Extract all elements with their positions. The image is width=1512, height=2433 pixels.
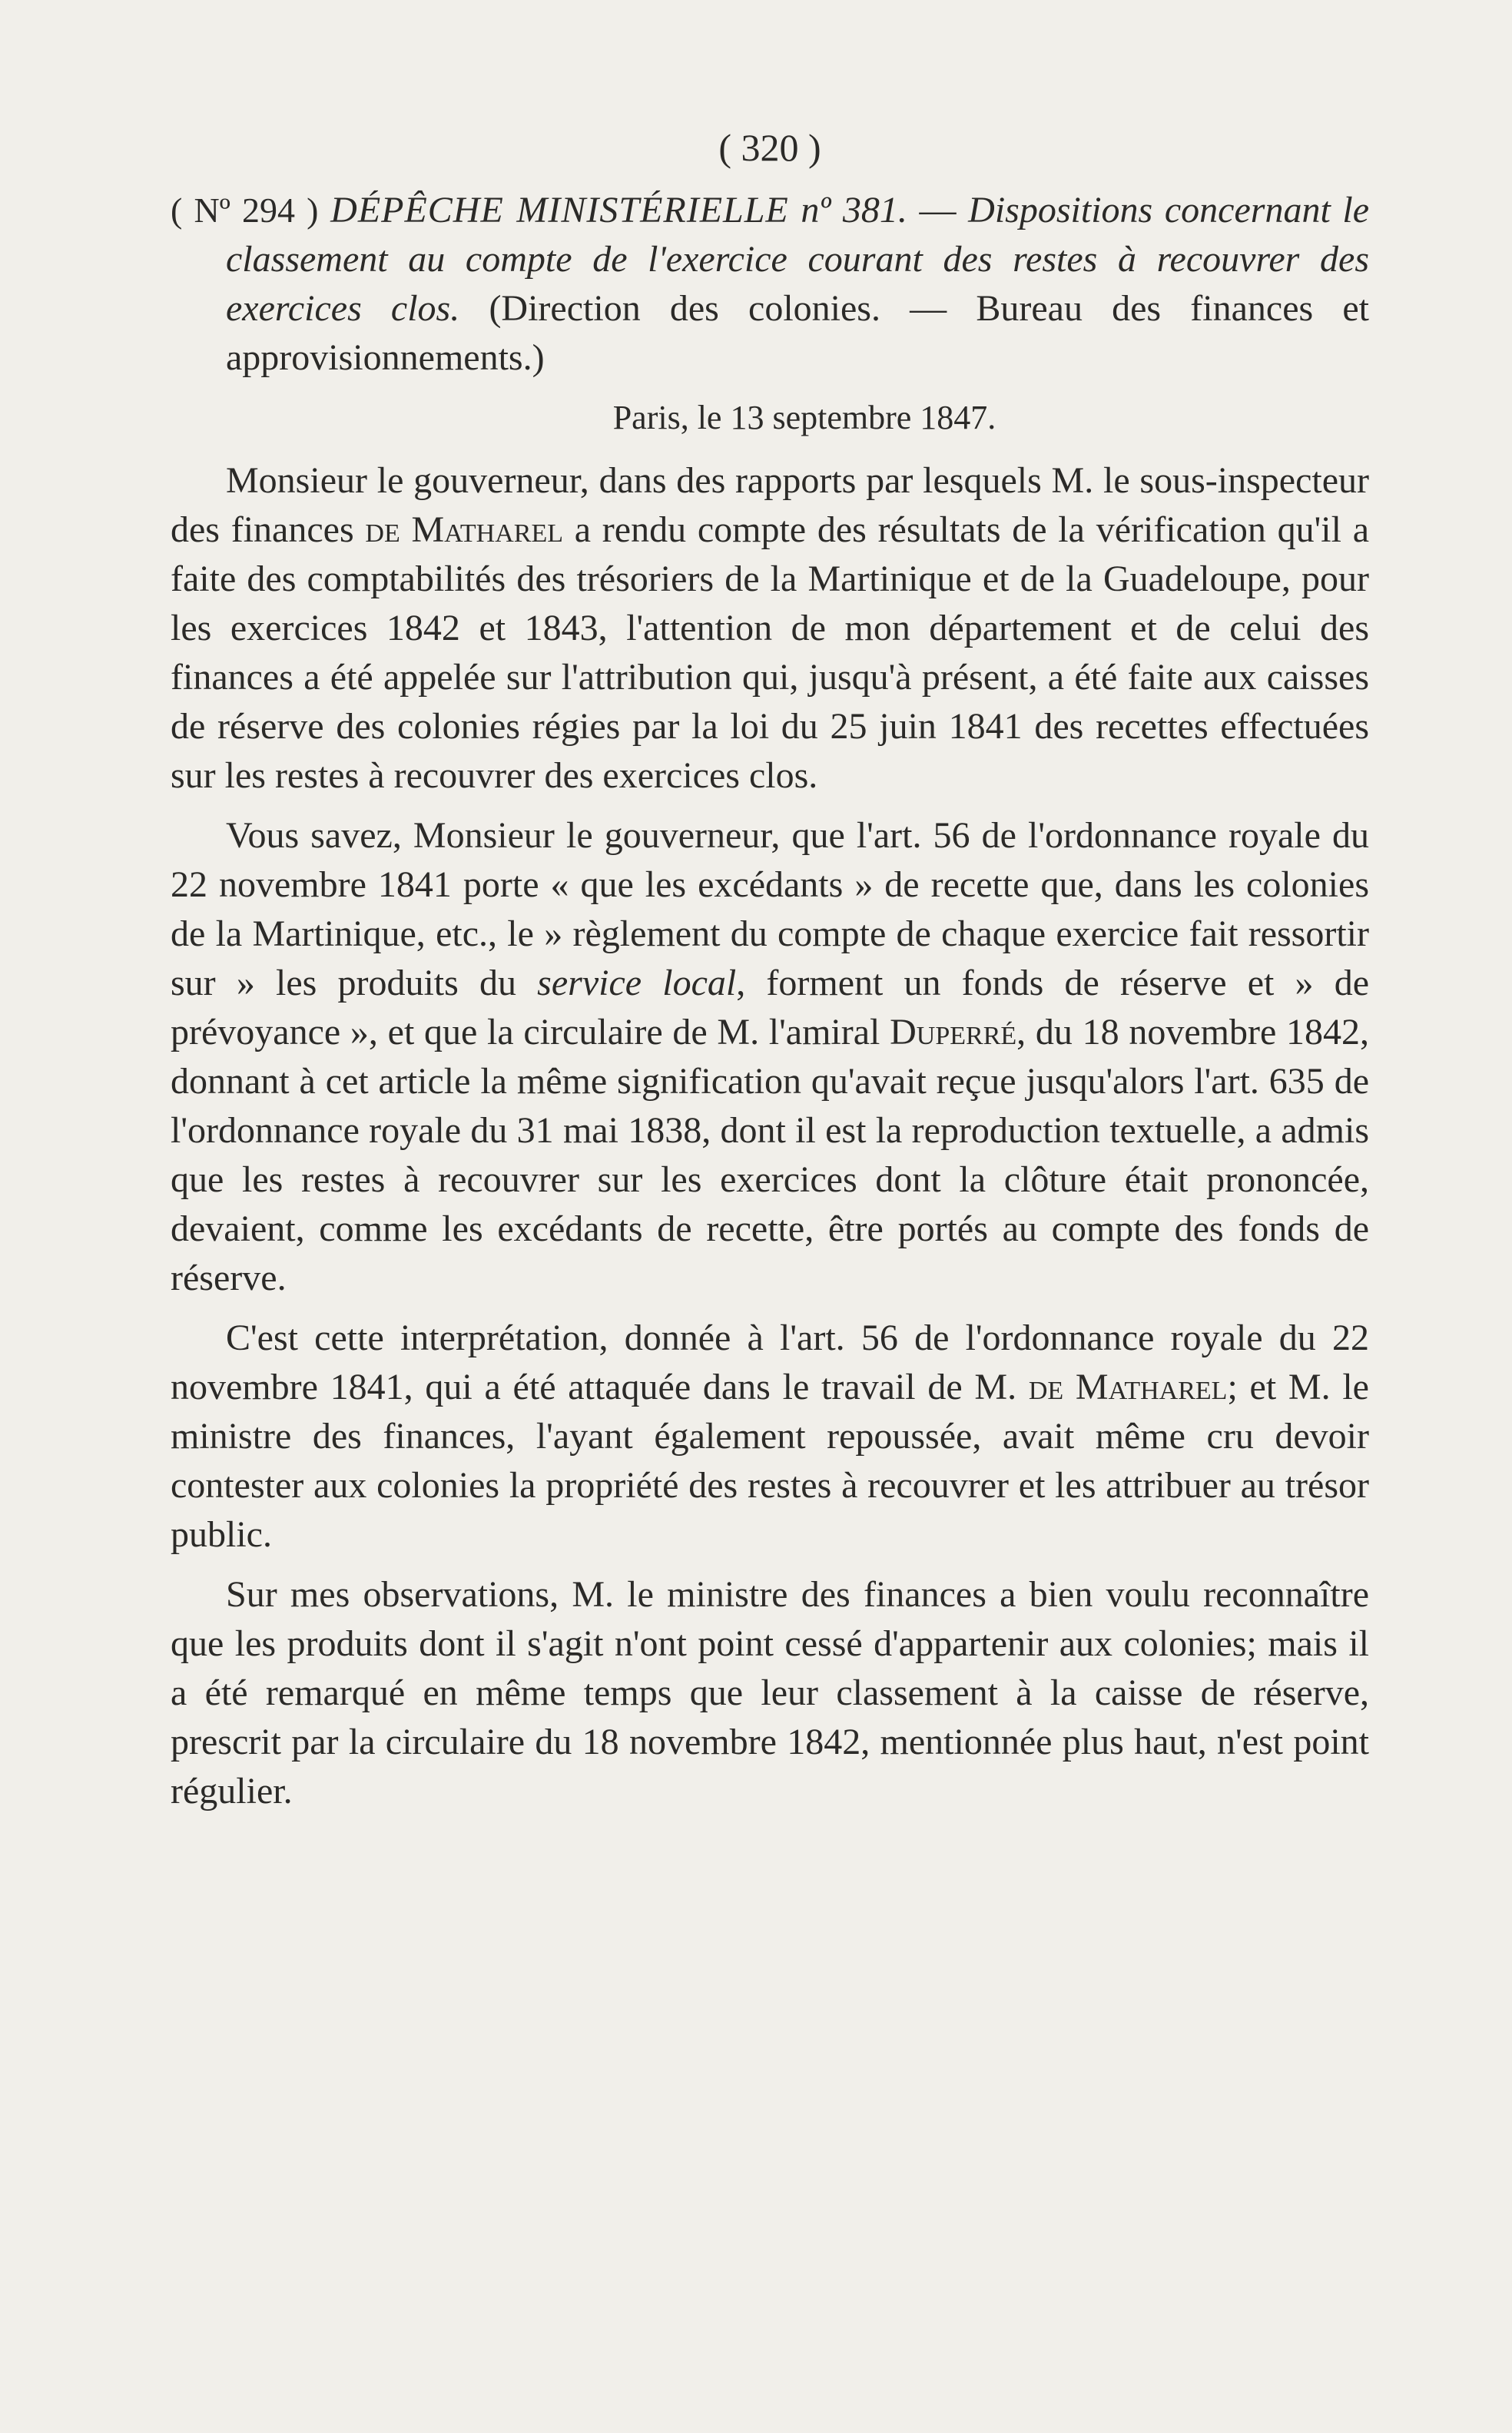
dispatch-number: ( Nº 294 ) [171,191,319,230]
page-content [171,115,1369,1827]
person-name-matharel: de Matharel [365,509,564,550]
service-local-term: service local [537,963,737,1003]
dispatch-ref: nº 381. [801,190,907,230]
paragraph-3-text-a: C'est cette interprétation, donnée à l'art. 56 de l'ordonnance royale du 22 novembre 1841, qui a été attaquée dans le travail de M. [171,1318,1369,1407]
paragraph-1-text-b: a rendu compte des résultats de la vérification qu'il a faite des comptabilités des trésoriers de la Martinique et de la Guadeloupe, pour les exercices 1842 et 1843, l'attention de mon département et de celui des finances a été appelée sur l'attribution qui, jusqu'à présent, a été faite aux caisses de réserve des colonies régies par la loi du 25 juin 1841 des recettes effectuées sur les restes à recouvrer des exercices clos. [171,509,1370,796]
paragraph-2-text-a: Vous savez, Monsieur le gouverneur, que l'art. 56 de l'ordonnance royale du 22 novembre 1841 porte « que les excédants » de recette que, dans les colonies de la Martinique, etc., le » règlement du compte de chaque exercice fait ressortir sur » les produits du [171,815,1369,1003]
person-name-matharel-2: de Matharel [1028,1367,1228,1407]
dispatch-title: DÉPÊCHE MINISTÉRIELLE [330,190,789,230]
person-name-duperre: Duperré [890,1012,1017,1052]
paragraph-1 [171,456,1369,801]
dispatch-direction: (Direction des colonies. — Bureau des finances et approvisionnements.) [226,288,1370,378]
paragraph-4: Sur mes observations, M. le ministre des finances a bien voulu reconnaître que les produits dont il s'agit n'ont point cessé d'appartenir aux colonies; mais il a été remarqué en même temps que leur classement à la caisse de réserve, prescrit par la circulaire du 18 novembre 1842, mentionnée plus haut, n'est point régulier. [171,1574,1369,1811]
dispatch-heading [171,186,1369,383]
heading-dash: — [919,190,957,230]
page-number: ( 320 ) [718,126,821,169]
paragraph-2 [171,811,1369,1303]
paragraph-3-text-b: ; et M. le ministre des finances, l'ayant également repoussée, avait même cru devoir contester aux colonies la propriété des restes à recouvrer et les attribuer au trésor public. [171,1367,1369,1555]
paragraph-2-text-b: , forment un fonds de réserve et » de prévoyance », et que la circulaire de M. l'amiral [171,963,1370,1052]
paragraph-3 [171,1314,1369,1560]
paragraph-1-text-a: Monsieur le gouverneur, dans des rapports par lesquels M. le sous-inspecteur des finances [171,460,1369,550]
dispatch-subject: Dispositions concernant le classement au compte de l'exercice courant des restes à recouvrer des exercices clos. [226,190,1370,329]
paragraph-2-text-c: , du 18 novembre 1842, donnant à cet article la même signification qu'avait reçue jusqu'alors l'art. 635 de l'ordonnance royale du 31 mai 1838, dont il est la reproduction textuelle, a admis que les restes à recouvrer sur les exercices dont la clôture était prononcée, devaient, comme les excédants de recette, être portés au compte des fonds de réserve. [171,1012,1369,1298]
dateline: Paris, le 13 septembre 1847. [612,399,996,436]
